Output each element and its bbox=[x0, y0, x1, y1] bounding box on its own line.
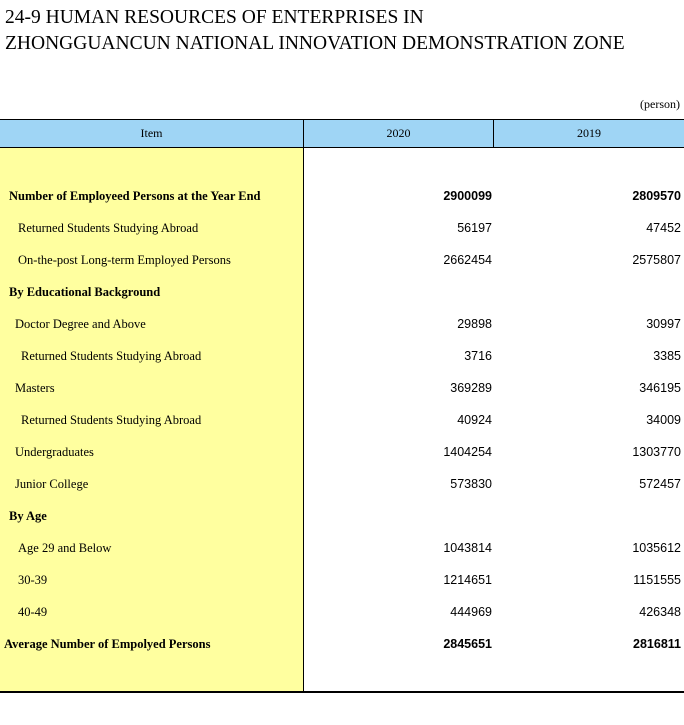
table-row bbox=[0, 532, 684, 564]
column-header-item: Item bbox=[140, 126, 163, 140]
column-divider-years bbox=[493, 119, 494, 148]
row-label: Returned Students Studying Abroad bbox=[21, 349, 202, 363]
column-header-2019: 2019 bbox=[577, 126, 601, 140]
row-label: On-the-post Long-term Employed Persons bbox=[18, 253, 231, 267]
cell-2020: 573830 bbox=[450, 477, 492, 491]
table-row bbox=[0, 308, 684, 340]
data-table bbox=[0, 119, 684, 692]
row-label: Age 29 and Below bbox=[18, 541, 112, 555]
cell-2020: 2845651 bbox=[443, 637, 492, 651]
table-row bbox=[0, 436, 684, 468]
cell-2019: 2575807 bbox=[632, 253, 681, 267]
table-row bbox=[0, 500, 684, 532]
row-label: Average Number of Empolyed Persons bbox=[4, 637, 211, 651]
table-bottom-rule bbox=[0, 691, 684, 693]
row-label: Undergraduates bbox=[15, 445, 94, 459]
cell-2020: 29898 bbox=[457, 317, 492, 331]
cell-2020: 1214651 bbox=[443, 573, 492, 587]
table-row bbox=[0, 564, 684, 596]
cell-2020: 1043814 bbox=[443, 541, 492, 555]
cell-2019: 3385 bbox=[653, 349, 681, 363]
cell-2020: 40924 bbox=[457, 413, 492, 427]
unit-label: (person) bbox=[640, 97, 680, 111]
cell-2019: 1151555 bbox=[633, 573, 681, 587]
row-label: Returned Students Studying Abroad bbox=[21, 413, 202, 427]
table-row bbox=[0, 180, 684, 212]
cell-2020: 56197 bbox=[457, 221, 492, 235]
cell-2019: 1303770 bbox=[632, 445, 681, 459]
table-header bbox=[0, 119, 684, 148]
row-label: By Age bbox=[9, 509, 47, 523]
title-line-1: 24-9 HUMAN RESOURCES OF ENTERPRISES IN bbox=[5, 7, 424, 28]
cell-2019: 34009 bbox=[646, 413, 681, 427]
row-label: 30-39 bbox=[18, 573, 48, 587]
cell-2019: 47452 bbox=[646, 221, 681, 235]
table-row bbox=[0, 276, 684, 308]
column-header-2020: 2020 bbox=[386, 126, 411, 140]
cell-2019: 30997 bbox=[646, 317, 681, 331]
cell-2019: 346195 bbox=[639, 381, 681, 395]
title-line-2: ZHONGGUANCUN NATIONAL INNOVATION DEMONSTRATION ZONE bbox=[5, 33, 625, 54]
row-label: Junior College bbox=[15, 477, 89, 491]
cell-2020: 2900099 bbox=[443, 189, 492, 203]
cell-2020: 3716 bbox=[464, 349, 492, 363]
table-row bbox=[0, 340, 684, 372]
table-row bbox=[0, 468, 684, 500]
table-row bbox=[0, 628, 684, 660]
table-row bbox=[0, 404, 684, 436]
table-row bbox=[0, 372, 684, 404]
page-title bbox=[5, 5, 680, 57]
table-row bbox=[0, 212, 684, 244]
cell-2019: 2809570 bbox=[632, 189, 681, 203]
cell-2019: 426348 bbox=[639, 605, 681, 619]
cell-2019: 1035612 bbox=[632, 541, 681, 555]
row-label: Doctor Degree and Above bbox=[15, 317, 146, 331]
cell-2020: 369289 bbox=[450, 381, 492, 395]
cell-2019: 572457 bbox=[639, 477, 681, 491]
cell-2020: 2662454 bbox=[443, 253, 492, 267]
row-label: By Educational Background bbox=[9, 285, 161, 299]
row-label: Returned Students Studying Abroad bbox=[18, 221, 199, 235]
table-row bbox=[0, 244, 684, 276]
cell-2019: 2816811 bbox=[633, 637, 681, 651]
cell-2020: 1404254 bbox=[443, 445, 492, 459]
cell-2020: 444969 bbox=[450, 605, 492, 619]
row-label: Masters bbox=[15, 381, 55, 395]
row-label: 40-49 bbox=[18, 605, 48, 619]
table-row bbox=[0, 596, 684, 628]
row-label: Number of Employeed Persons at the Year End bbox=[9, 189, 261, 203]
